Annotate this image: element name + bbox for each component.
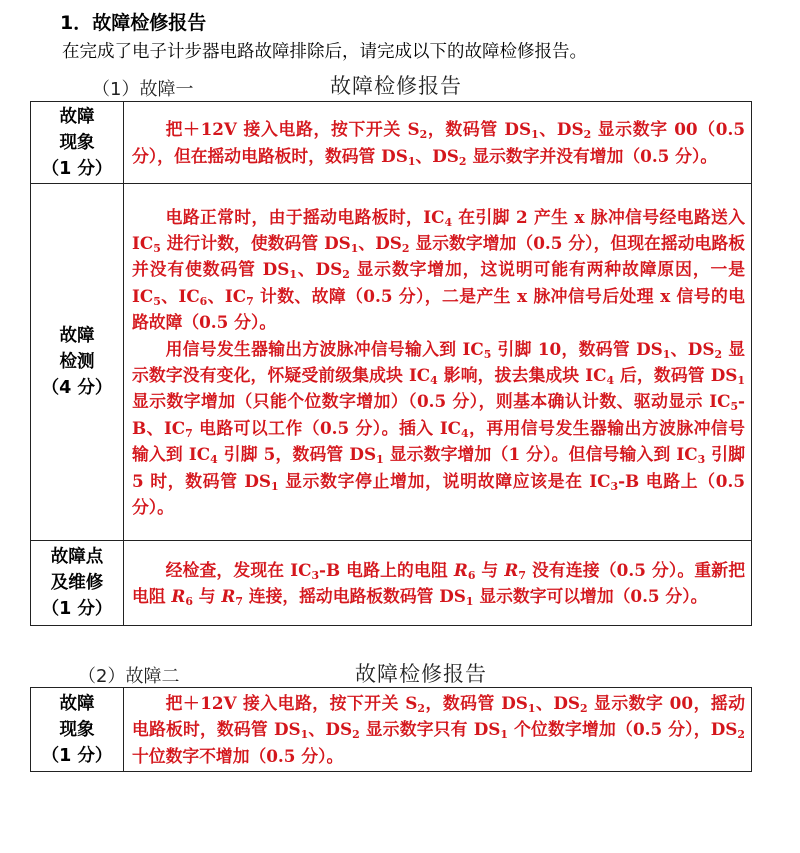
fault-2-report-table: [30, 687, 752, 772]
row-content-repair: [124, 541, 752, 626]
row-content-symptom: [124, 102, 752, 184]
fault-1-label: （1）故障一: [92, 79, 194, 100]
row-content-detection: [124, 184, 752, 541]
detection-paragraph-2: 用信号发生器输出方波脉冲信号输入到 $IC_5$ 引脚 10，数码管 $DS_1$、$DS_2$ 显示数字没有变化，怀疑受前级集成块 $IC_4$ 影响，拔去集成块 $IC_4$ 后，数码管 $DS_1$ 显示数字增加（只能个位数字增加）（0.5 分），则基本确认计数、驱动显示 $IC_5-B$、$IC_7$ 电路可以工作（0.5 分）。插入 $IC_4$，再用信号发生器输出方波脉冲信号输入到 $IC_4$ 引脚 5，数码管 $DS_1$ 显示数字增加（1 分）。但信号输入到 $IC_3$ 引脚 5 时，数码管 $DS_1$ 显示数字停止增加，说明故障应该是在 $IC_3-B$ 电路上（0.5 分）。: [132, 338, 746, 518]
row-label-symptom: 故障 现象 （1 分）: [31, 102, 124, 184]
row-label-symptom: 故障 现象 （1 分）: [31, 688, 124, 772]
fault-2-report-title: 故障检修报告: [355, 662, 487, 686]
table-row: [31, 688, 752, 772]
section-heading: 1．故障检修报告: [60, 12, 207, 34]
row-label-detection: 故障 检测 （4 分）: [31, 184, 124, 541]
row-label-repair: 故障点 及维修 （1 分）: [31, 541, 124, 626]
table-row: [31, 102, 752, 184]
symptom-text: 把＋12V 接入电路，按下开关 $S_2$，数码管 $DS_1$、$DS_2$ 显示数字 00（0.5 分），但在摇动电路板时，数码管 $DS_1$、$DS_2$ 显示数字并没有增加（0.5 分）。: [132, 119, 745, 168]
detection-paragraph-1: 电路正常时，由于摇动电路板时，$IC_4$ 在引脚 2 产生 x 脉冲信号经电路送入 $IC_5$ 进行计数，使数码管 $DS_1$、$DS_2$ 显示数字增加（0.5 分），但现在摇动电路板并没有使数码管 $DS_1$、$DS_2$ 显示数字增加，这说明可能有两种故障原因，一是 $IC_5$、$IC_6$、$IC_7$ 计数、故障（0.5 分），二是产生 x 脉冲信号后处理 x 信号的电路故障（0.5 分）。: [132, 206, 746, 333]
table-row: [31, 541, 752, 626]
repair-text: 经检查，发现在 $IC_3-B$ 电路上的电阻 $R_6$ 与 $R_7$ 没有连接（0.5 分）。重新把电阻 $R_6$ 与 $R_7$ 连接，摇动电路板数码管 $DS_1$ 显示数字可以增加（0.5 分）。: [132, 559, 745, 609]
fault-2-label: （2）故障二: [78, 666, 180, 687]
table-row: [31, 184, 752, 541]
symptom-text: 把＋12V 接入电路，按下开关 $S_2$，数码管 $DS_1$、$DS_2$ 显示数字 00，摇动电路板时，数码管 $DS_1$、$DS_2$ 显示数字只有 $DS_1$ 个位数字增加（0.5 分），$DS_2$ 十位数字不增加（0.5 分）。: [132, 692, 746, 766]
row-content-symptom: [124, 688, 752, 772]
fault-1-report-table: [30, 101, 752, 626]
fault-1-report-title: 故障检修报告: [330, 74, 462, 98]
intro-text: 在完成了电子计步器电路故障排除后，请完成以下的故障检修报告。: [62, 42, 587, 62]
